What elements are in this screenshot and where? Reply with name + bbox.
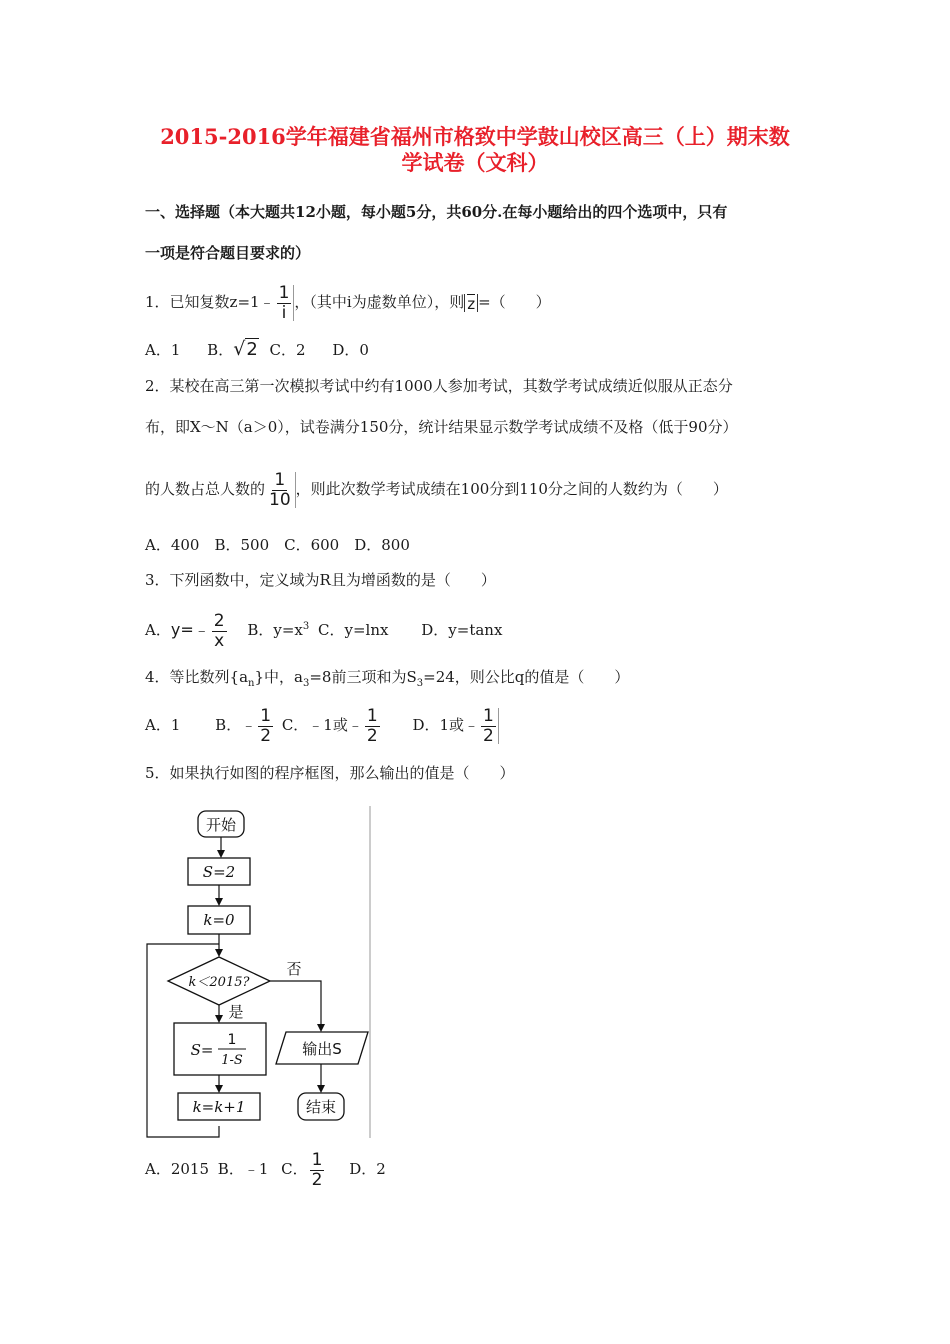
arrowhead-icon xyxy=(317,1085,325,1093)
q4-c-frac-den: 2 xyxy=(366,725,378,746)
q1-option-b-radicand: 2 xyxy=(246,339,258,360)
q1-fraction xyxy=(277,284,292,323)
arrowhead-icon xyxy=(317,1024,325,1032)
q3-frac-den: x xyxy=(214,630,225,651)
arrowhead-icon xyxy=(215,1015,223,1023)
question-2-line2: 布，即X～N（a＞0），试卷满分150分，统计结果显示数学考试成绩不及格（低于90分） xyxy=(145,418,738,436)
q3-option-a-fraction xyxy=(212,612,227,651)
q4-b-frac-num: 1 xyxy=(260,705,272,726)
q1-frac-num: 1 xyxy=(278,282,290,303)
flow-end-label: 结束 xyxy=(305,1098,337,1116)
q1-abs-conjugate xyxy=(464,294,478,312)
q4-sub-3: 3 xyxy=(302,678,310,689)
question-2-line3 xyxy=(145,467,728,511)
q5-frac-num: 1 xyxy=(311,1149,323,1170)
question-4-stem xyxy=(145,667,629,694)
q2-fraction xyxy=(267,471,293,510)
sqrt-icon: √ xyxy=(233,338,246,360)
q1-option-a: A．1 xyxy=(145,341,181,359)
q5-frac-den: 2 xyxy=(311,1169,323,1190)
q4-option-b: B．﹣ xyxy=(215,716,257,734)
flow-update-s-num: 1 xyxy=(227,1032,237,1048)
q4-option-b-fraction xyxy=(258,707,273,746)
question-2-options: A．400 B．500 C．600 D．800 xyxy=(145,536,410,554)
flow-update-k-label: k=k+1 xyxy=(192,1098,246,1116)
q1-option-c: C．2 xyxy=(269,341,306,359)
q3-option-b-exponent: 3 xyxy=(302,621,310,632)
flow-no-label: 否 xyxy=(286,960,302,978)
q1-middle: ，（其中i为虚数单位），则 xyxy=(294,293,465,311)
q1-option-d: D．0 xyxy=(332,341,369,359)
q4-option-c: C．﹣1或﹣ xyxy=(281,716,363,734)
q3-frac-num: 2 xyxy=(213,610,225,631)
q1-suffix: =（ ） xyxy=(478,293,551,311)
question-5-options xyxy=(145,1146,386,1192)
q2-line3-suffix: ，则此次数学考试成绩在100分到110分之间的人数约为（ ） xyxy=(295,480,728,498)
flow-update-s-lhs: S= xyxy=(190,1041,214,1059)
q4-option-c-fraction xyxy=(365,707,380,746)
q1-option-b: B． xyxy=(207,341,234,359)
question-5-stem: 5．如果执行如图的程序框图，那么输出的值是（ ） xyxy=(145,764,515,782)
question-3-options xyxy=(145,603,502,654)
question-1-options xyxy=(145,336,369,363)
q4-d-frac-den: 2 xyxy=(483,725,494,746)
q5-option-a: A．2015 xyxy=(145,1160,210,1178)
q2-frac-num: 1 xyxy=(274,469,286,490)
flow-init-k-label: k=0 xyxy=(203,911,235,929)
flow-no-branch xyxy=(270,981,321,1028)
arrowhead-icon xyxy=(215,898,223,906)
question-2-line1: 2．某校在高三第一次模拟考试中约有1000人参加考试，其数学考试成绩近似服从正态分 xyxy=(145,377,733,395)
flow-init-s-label: S=2 xyxy=(202,863,236,881)
q3-option-c: C．y=lnx xyxy=(318,621,389,639)
question-4-options xyxy=(145,702,499,748)
arrowhead-icon xyxy=(217,850,225,858)
q4-stem-d: =24，则公比q的值是（ ） xyxy=(423,668,630,686)
q4-c-frac-num: 1 xyxy=(366,705,378,726)
flowchart xyxy=(146,806,372,1138)
q4-option-a: A．1 xyxy=(145,716,181,734)
q2-frac-den: 10 xyxy=(269,489,291,510)
q5-option-c-fraction xyxy=(310,1151,325,1190)
flow-update-s-den: 1-S xyxy=(221,1053,243,1068)
q2-line3-prefix: 的人数占总人数的 xyxy=(145,480,266,498)
question-1-stem xyxy=(145,282,551,323)
q4-stem-b: }中，a xyxy=(254,668,303,686)
q1-frac-den: i xyxy=(281,302,287,323)
document-title-line1: 2015-2016学年福建省福州市格致中学鼓山校区高三（上）期末数 xyxy=(160,124,790,149)
flow-output-label: 输出S xyxy=(302,1040,342,1058)
q3-option-d: D．y=tanx xyxy=(421,621,503,639)
q5-option-c: C． xyxy=(281,1160,308,1178)
q4-sub-n: n xyxy=(248,678,255,689)
q3-option-a-label: A． xyxy=(145,621,171,639)
q4-stem-a: 4．等比数列{a xyxy=(145,668,249,686)
q4-stem-c: =8前三项和为S xyxy=(309,668,417,686)
q3-option-a-lhs: y=﹣ xyxy=(170,620,210,639)
document-title-line2: 学试卷（文科） xyxy=(401,150,549,175)
arrowhead-icon xyxy=(215,1085,223,1093)
q4-d-frac-num: 1 xyxy=(483,705,494,726)
flow-condition-label: k＜2015? xyxy=(188,975,250,990)
q4-sub-s3: 3 xyxy=(416,678,424,689)
q1-conj-var: z xyxy=(467,295,476,313)
flow-yes-label: 是 xyxy=(228,1003,244,1021)
q1-prefix: 1．已知复数z=1﹣ xyxy=(145,293,275,311)
q4-option-d-fraction xyxy=(481,707,496,746)
section-heading-line2: 一项是符合题目要求的） xyxy=(145,244,311,262)
flow-start-label: 开始 xyxy=(205,816,237,834)
q4-option-d: D．1或﹣ xyxy=(412,716,480,734)
q5-option-d: D．2 xyxy=(349,1160,386,1178)
q5-option-b: B．﹣1 xyxy=(217,1160,269,1178)
question-3-stem: 3．下列函数中，定义域为R且为增函数的是（ ） xyxy=(145,571,496,589)
q3-option-b: B．y=x xyxy=(247,621,303,639)
q4-b-frac-den: 2 xyxy=(260,725,272,746)
section-heading-line1: 一、选择题（本大题共12小题，每小题5分，共60分.在每小题给出的四个选项中，只有 xyxy=(145,203,728,221)
arrowhead-icon xyxy=(215,949,223,957)
formula-divider xyxy=(498,708,499,744)
